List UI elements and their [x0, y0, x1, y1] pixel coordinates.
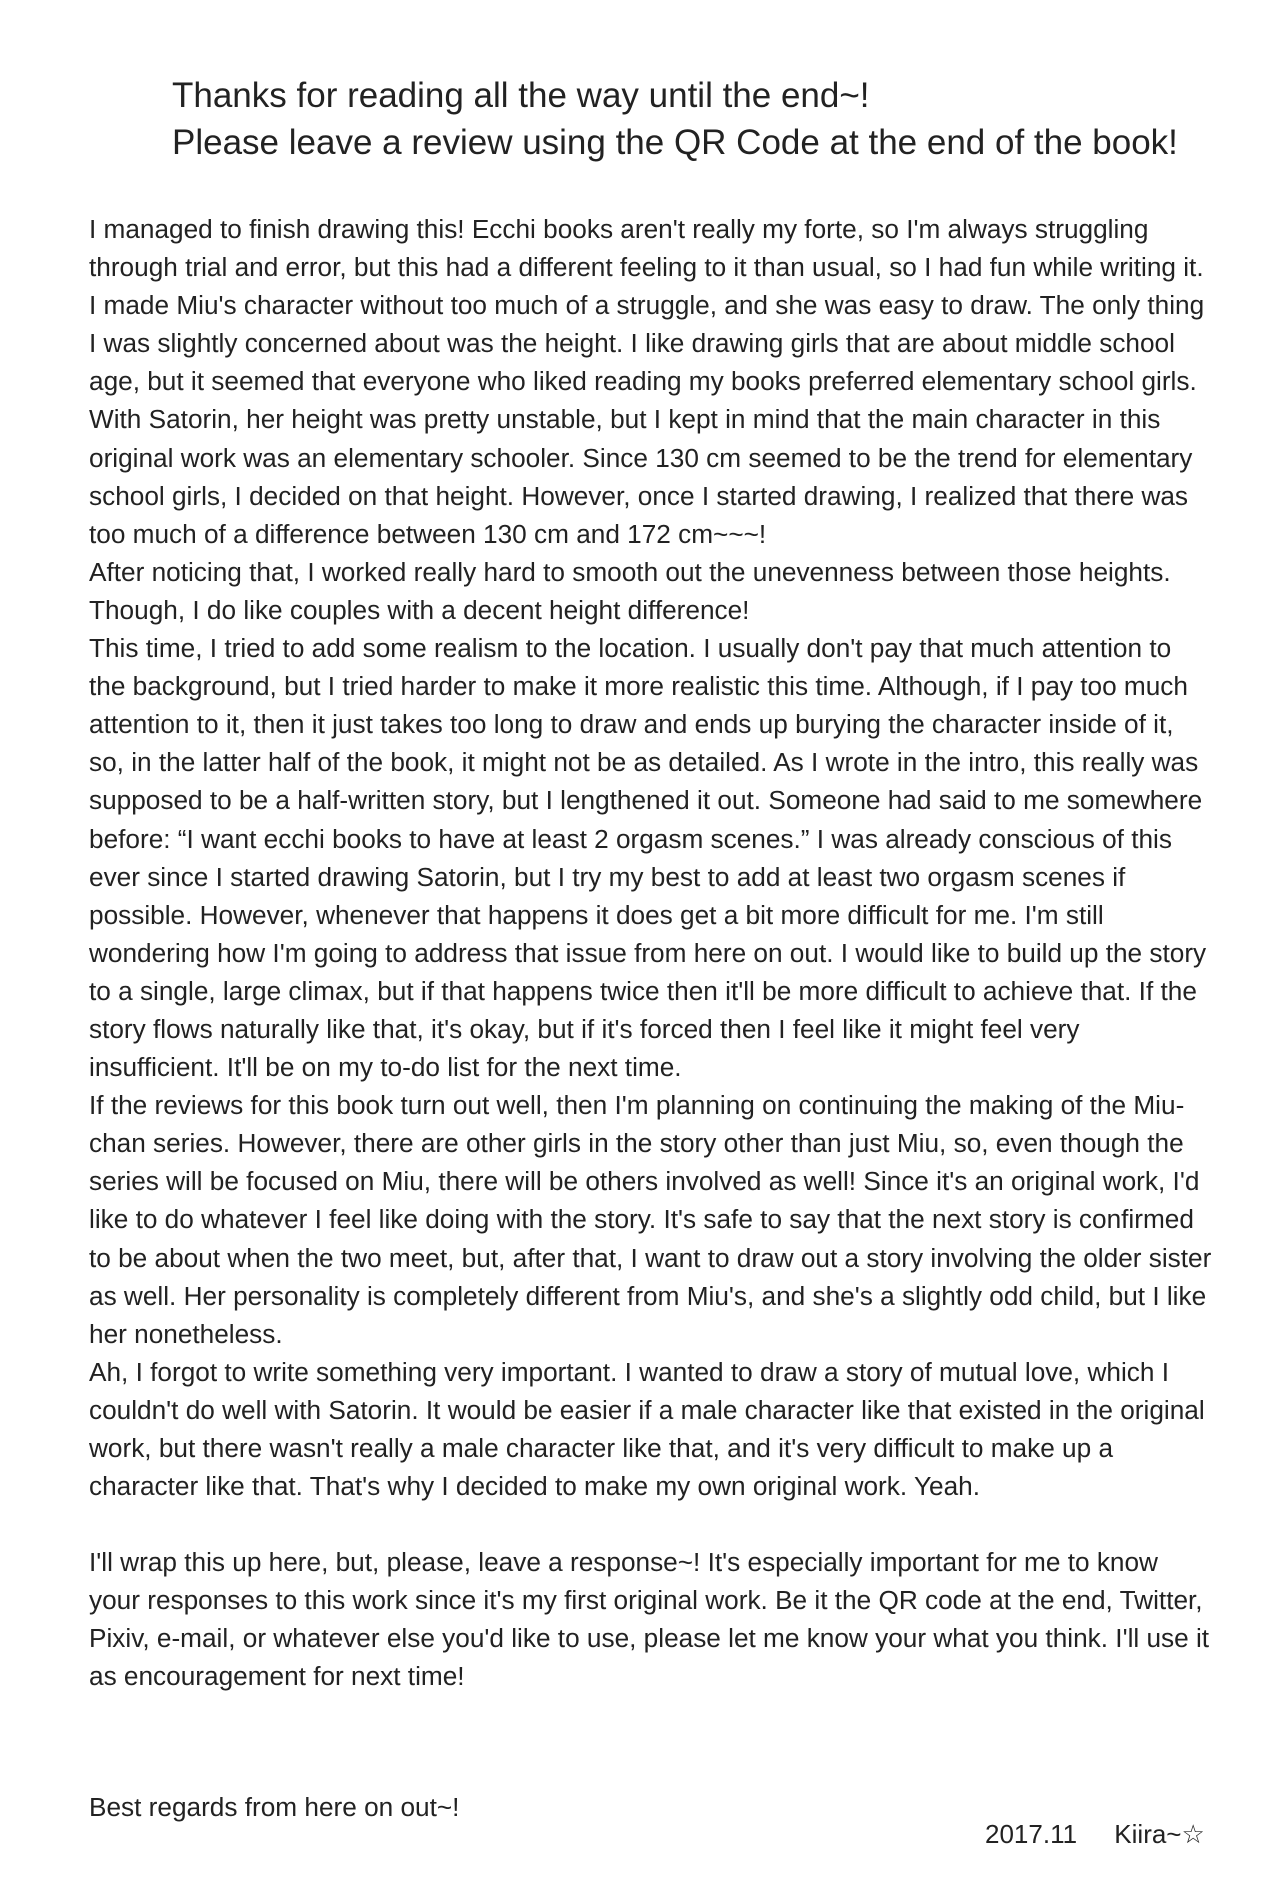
header-review-request-line: Please leave a review using the QR Code at the end of the book! — [172, 123, 1178, 162]
signature-author: Kiira~☆ — [1114, 1819, 1205, 1849]
paragraph-height-difference: After noticing that, I worked really hard to smooth out the unevenness between those heights. Though, I do like couples with a decent height difference! — [89, 556, 1171, 625]
paragraph-series-plans: If the reviews for this book turn out well, then I'm planning on continuing the making of the Miu-chan series. However, there are other girls in the story other than just Miu, so, even though the series will be focused on Miu, there will be others involved as well! Since it's an original work, I'd like to do whatever I feel like doing with the story. It's safe to say that the next story is confirmed to be about when the two meet, but, after that, I want to draw out a story involving the older sister as well. Her personality is completely different from Miu's, and she's a slightly odd child, but I like her nonetheless. — [89, 1090, 1212, 1349]
paragraph-character-height: I made Miu's character without too much of a struggle, and she was easy to draw. The only thing I was slightly concerned about was the height. I like drawing girls that are about middle school age, but it seemed that everyone who liked reading my books preferred elementary school girls. With Satorin, her height was pretty unstable, but I kept in mind that the main character in this original work was an elementary schooler. Since 130 cm seemed to be the trend for elementary school girls, I decided on that height. However, once I started drawing, I realized that there was too much of a difference between 130 cm and 172 cm~~~! — [89, 290, 1205, 549]
header-thanks-line: Thanks for reading all the way until the end~! — [172, 76, 870, 115]
afterword-body — [89, 210, 1214, 1696]
closing-line: Best regards from here on out~! — [89, 1792, 460, 1822]
signature — [985, 1815, 1205, 1853]
paragraph-feedback-request: I'll wrap this up here, but, please, leave a response~! It's especially important for me to know your responses to this work since it's my first original work. Be it the QR code at the end, Twitter, Pixiv, e-mail, or whatever else you'd like to use, please let me know your what you think. I'll use it as encouragement for next time! — [89, 1547, 1210, 1692]
paragraph-intro: I managed to finish drawing this! Ecchi books aren't really my forte, so I'm always struggling through trial and error, but this had a different feeling to it than usual, so I had fun while writing it. — [89, 214, 1204, 283]
paragraph-realism-location: This time, I tried to add some realism to the location. I usually don't pay that much attention to the background, but I tried harder to make it more realistic this time. Although, if I pay too much attention to it, then it just takes too long to draw and ends up burying the character inside of it, so, in the latter half of the book, it might not be as detailed. As I wrote in the intro, this really was supposed to be a half-written story, but I lengthened it out. Someone had said to me somewhere before: “I want ecchi books to have at least 2 orgasm scenes.” I was already conscious of this ever since I started drawing Satorin, but I try my best to add at least two orgasm scenes if possible. However, whenever that happens it does get a bit more difficult for me. I'm still wondering how I'm going to address that issue from here on out. I would like to build up the story to a single, large climax, but if that happens twice then it'll be more difficult to achieve that. If the story flows naturally like that, it's okay, but if it's forced then I feel like it might feel very insufficient. It'll be on my to-do list for the next time. — [89, 633, 1207, 1083]
paragraph-mutual-love: Ah, I forgot to write something very important. I wanted to draw a story of mutual love, which I couldn't do well with Satorin. It would be easier if a male character like that existed in the original work, but there wasn't really a male character like that, and it's very difficult to make up a character like that. That's why I decided to make my own original work. Yeah. — [89, 1356, 1205, 1502]
signature-date: 2017.11 — [985, 1819, 1078, 1849]
paragraph-gap — [89, 1505, 1214, 1543]
afterword-header — [172, 72, 1212, 166]
